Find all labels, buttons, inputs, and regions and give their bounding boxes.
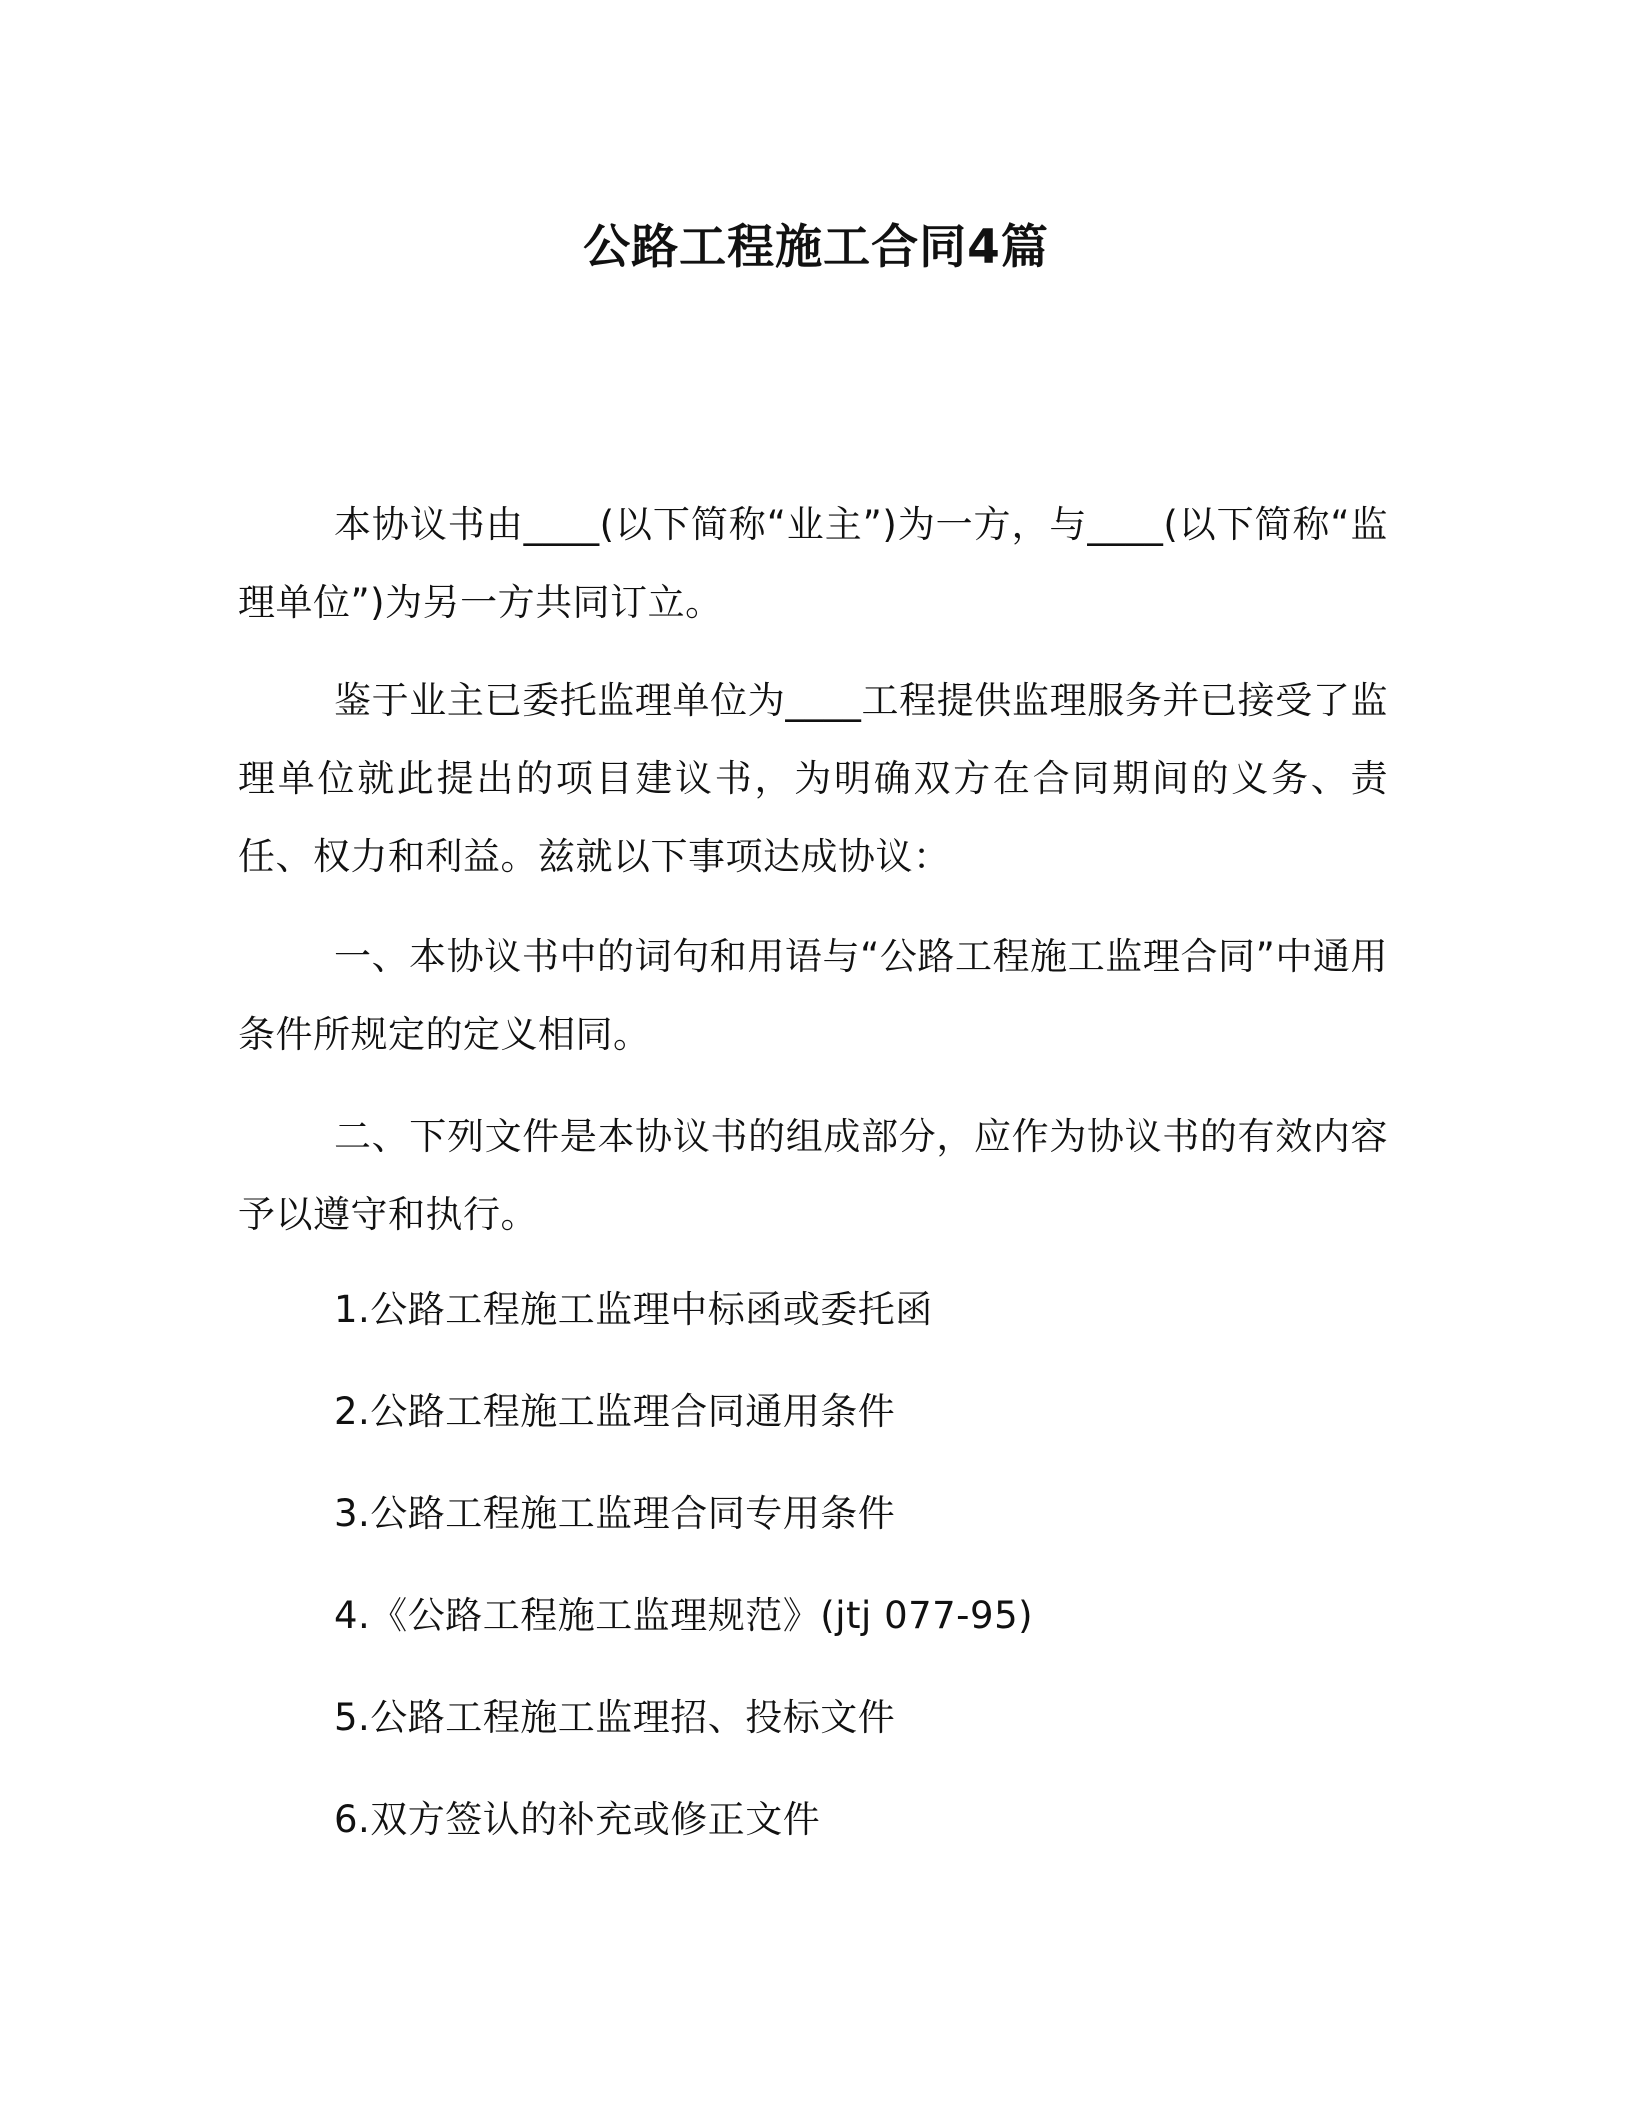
list-item: 6.双方签认的补充或修正文件	[334, 1798, 821, 1841]
paragraph-text: 二、下列文件是本协议书的组成部分，应作为协议书的有效内容予以遵守和执行。	[238, 1115, 1388, 1236]
paragraph-text: 本协议书由____(以下简称“业主”)为一方，与____(以下简称“监理单位”)为另一方共同订立。	[238, 503, 1388, 624]
paragraph-clause-2	[238, 1098, 1388, 1254]
list-item: 3.公路工程施工监理合同专用条件	[334, 1492, 896, 1535]
paragraph-clause-1	[238, 918, 1388, 1074]
list-item: 5.公路工程施工监理招、投标文件	[334, 1696, 896, 1739]
document-title: 公路工程施工合同4篇	[583, 220, 1049, 275]
paragraph-parties	[238, 486, 1388, 642]
paragraph-text: 鉴于业主已委托监理单位为____工程提供监理服务并已接受了监理单位就此提出的项目建议书，为明确双方在合同期间的义务、责任、权力和利益。兹就以下事项达成协议：	[238, 679, 1388, 878]
list-item: 4.《公路工程施工监理规范》(jtj 077-95)	[334, 1594, 1034, 1637]
list-item: 1.公路工程施工监理中标函或委托函	[334, 1288, 933, 1331]
paragraph-whereas	[238, 662, 1388, 896]
list-item: 2.公路工程施工监理合同通用条件	[334, 1390, 896, 1433]
paragraph-text: 一、本协议书中的词句和用语与“公路工程施工监理合同”中通用条件所规定的定义相同。	[238, 935, 1388, 1056]
